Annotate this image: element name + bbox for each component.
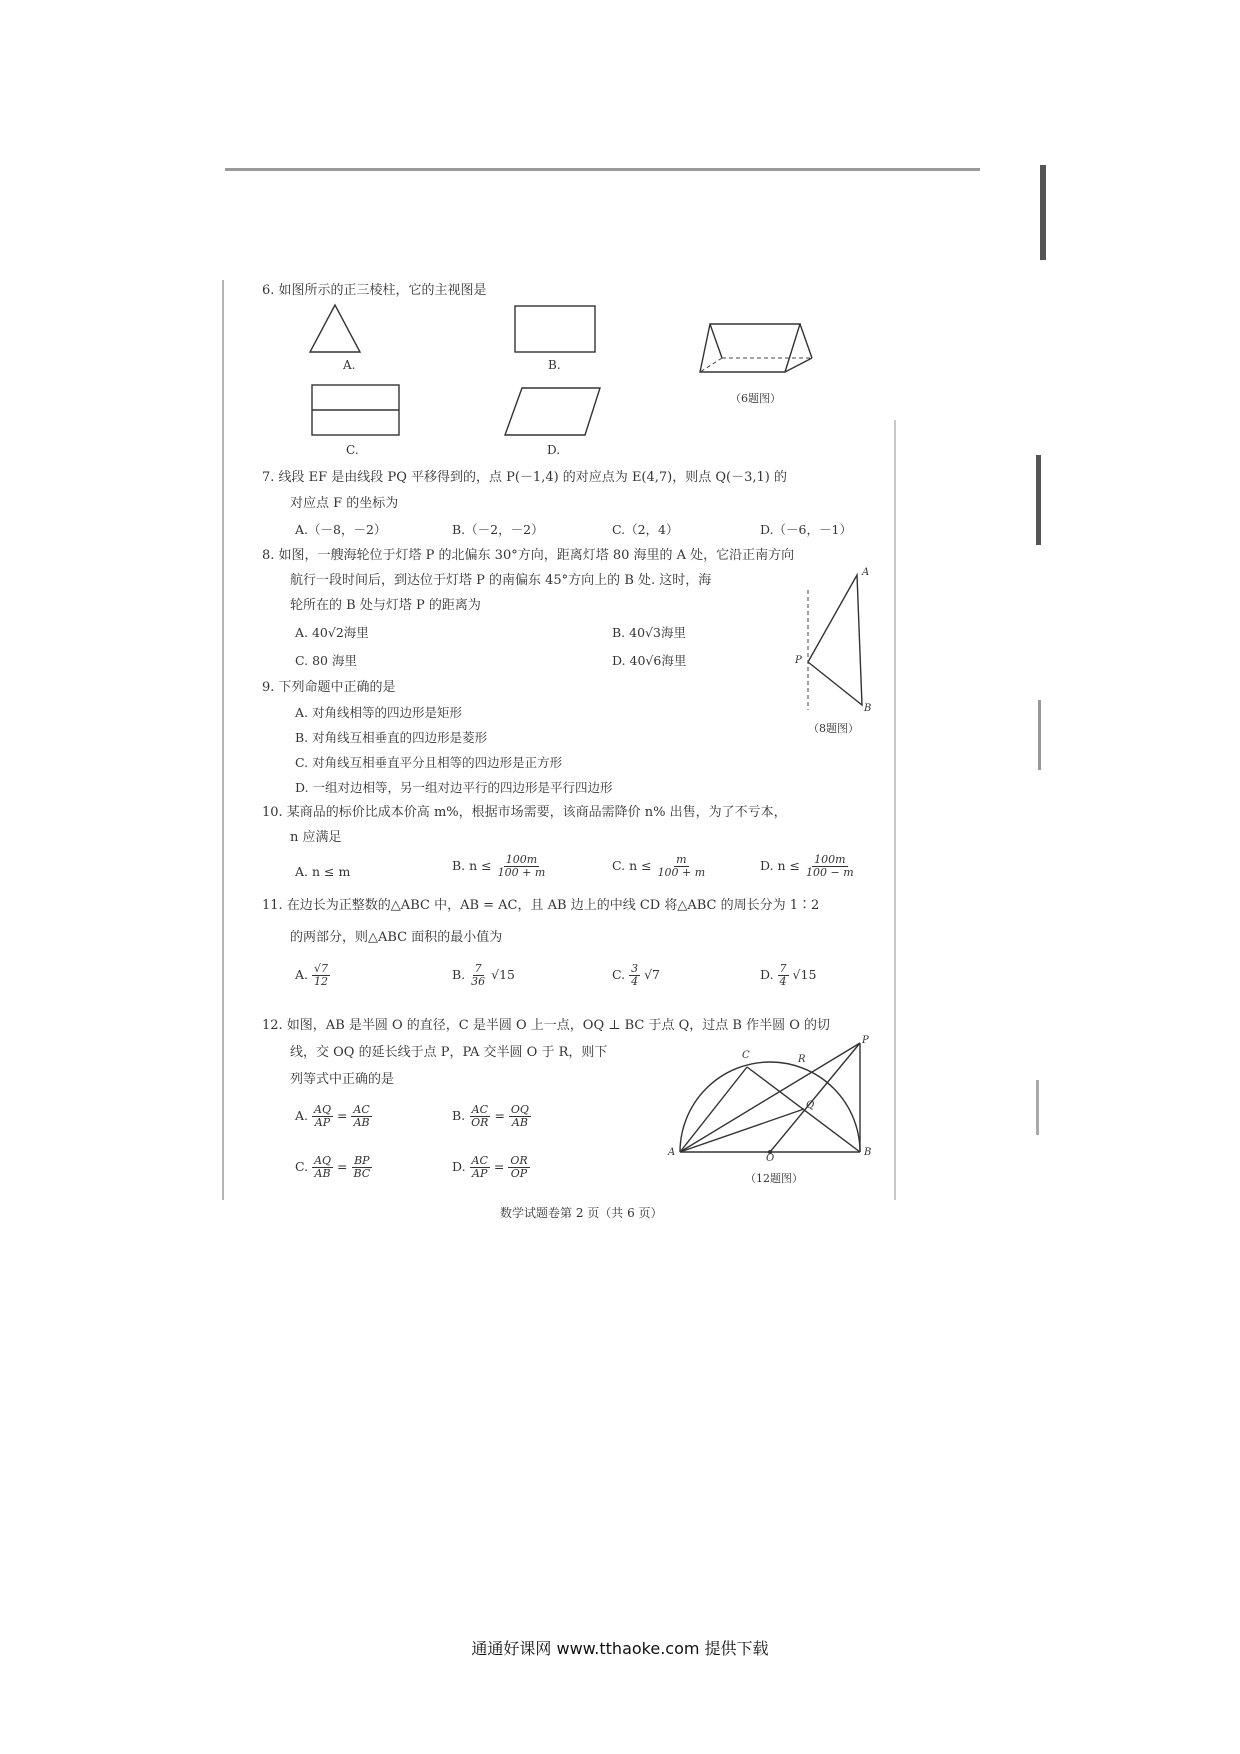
q7-option-b: B.（－2，－2） (452, 522, 544, 537)
q12-option-a-lhs (312, 1104, 333, 1129)
q7-stem-line2: 对应点 F 的坐标为 (290, 496, 399, 511)
q6-figures (300, 300, 840, 450)
q12-option-d-rhs-den: OP (510, 1167, 528, 1180)
q11-option-a-den: 12 (314, 975, 328, 988)
q12-label-b: B (864, 1147, 872, 1158)
q8-caption: （8题图） (808, 722, 859, 735)
q12-line-op (770, 1043, 860, 1152)
scan-edge-mark (1036, 455, 1041, 545)
q8-label-p: P (795, 655, 802, 666)
q7-option-c: C.（2，4） (612, 522, 679, 537)
q12-option-c-prefix: C. (295, 1159, 309, 1174)
q12-label-r: R (798, 1054, 806, 1065)
q11-option-b (452, 963, 515, 988)
q9-stem: 9. 下列命题中正确的是 (262, 680, 396, 695)
q7-option-a: A.（－8，－2） (295, 522, 387, 537)
page-right-border (894, 420, 896, 1200)
page-left-border (222, 280, 224, 1200)
q8-label-b: B (864, 703, 872, 714)
q12-option-d-prefix: D. (452, 1159, 466, 1174)
q10-option-c (612, 854, 707, 879)
q12-label-a: A (668, 1147, 676, 1158)
q12-option-c-lhs-den: AB (314, 1167, 331, 1180)
q9-option-a: A. 对角线相等的四边形是矩形 (295, 705, 462, 720)
q10-option-d-prefix: D. n ≤ (760, 858, 801, 873)
q8-option-c: C. 80 海里 (295, 653, 357, 668)
q11-option-c-suffix: √7 (644, 967, 660, 982)
q12-option-d: D. $\frac{AC}{AP}$ = $\frac{OR}{OP}$ (452, 1154, 528, 1180)
q12-option-c-lhs-num: AQ (314, 1154, 332, 1167)
scan-edge-mark (1040, 165, 1046, 260)
q12-option-b-lhs-num: AC (471, 1103, 488, 1116)
q6-prism (700, 324, 800, 372)
q8-stem-line3: 轮所在的 B 处与灯塔 P 的距离为 (290, 598, 481, 613)
q10-stem-line2: n 应满足 (290, 830, 342, 845)
q12-option-c-rhs-num: BP (354, 1154, 370, 1167)
q11-option-b-den: 36 (471, 975, 486, 988)
q12-label-c: C (742, 1050, 750, 1061)
q12-option-d-rhs-num: OR (510, 1154, 528, 1167)
q8-figure (795, 570, 875, 720)
q12-stem-line2: 线，交 OQ 的延长线于点 P，PA 交半圆 O 于 R，则下 (290, 1045, 608, 1060)
q12-option-b-rhs-num: OQ (510, 1103, 529, 1116)
q12-option-c-rhs (351, 1155, 372, 1180)
q12-figure (670, 1035, 870, 1165)
q12-option-d-rhs (508, 1155, 529, 1180)
q12-option-b-prefix: B. (452, 1108, 466, 1123)
q9-option-c: C. 对角线互相垂直平分且相等的四边形是正方形 (295, 755, 563, 770)
q11-option-a-num: √7 (314, 962, 329, 975)
q12-option-a-lhs-den: AP (314, 1116, 331, 1129)
q6-option-a-triangle (310, 305, 360, 352)
q11-option-d-fraction (778, 963, 789, 988)
q12-option-d-lhs (470, 1155, 490, 1180)
q11-option-d-den: 4 (779, 975, 787, 988)
q8-stem-line2: 航行一段时间后，到达位于灯塔 P 的南偏东 45°方向上的 B 处. 这时，海 (290, 573, 712, 588)
q11-option-c-den: 4 (631, 975, 639, 988)
q12-option-b-rhs (509, 1104, 531, 1129)
q11-option-d-suffix: √15 (792, 967, 817, 982)
q9-option-d: D. 一组对边相等，另一组对边平行的四边形是平行四边形 (295, 780, 613, 795)
page-footer: 数学试题卷第 2 页（共 6 页） (500, 1206, 663, 1220)
q10-option-b (452, 854, 547, 879)
q10-option-b-prefix: B. n ≤ (452, 858, 492, 873)
q12-line-ap (680, 1043, 860, 1152)
q12-option-a-lhs-num: AQ (314, 1103, 331, 1116)
q10-option-a-text: A. n ≤ m (295, 864, 351, 879)
q12-option-c: C. $\frac{AQ}{AB}$ = $\frac{BP}{BC}$ (295, 1154, 371, 1180)
q10-option-c-fraction (656, 854, 708, 879)
q10-option-b-den: 100 + m (497, 866, 546, 879)
q11-option-d-prefix: D. (760, 967, 774, 982)
q12-option-b-rhs-den: AB (511, 1116, 528, 1129)
q10-stem-line1: 10. 某商品的标价比成本价高 m%，根据市场需要，该商品需降价 n% 出售，为了不亏本， (262, 805, 787, 820)
q10-option-a (295, 864, 350, 880)
q6-option-d-parallelogram (505, 388, 600, 435)
q11-option-b-prefix: B. (452, 967, 466, 982)
q9-option-b: B. 对角线互相垂直的四边形是菱形 (295, 730, 488, 745)
q12-option-d-lhs-num: AC (471, 1154, 488, 1167)
q10-option-b-fraction (496, 854, 548, 879)
q11-option-a-fraction (312, 963, 330, 988)
q12-label-o: O (766, 1153, 775, 1164)
q12-option-a-rhs-num: AC (353, 1103, 370, 1116)
q10-option-d-den: 100 − m (806, 866, 854, 879)
q10-option-c-den: 100 + m (657, 866, 706, 879)
q11-option-b-fraction (469, 963, 487, 988)
q12-stem-line1: 12. 如图，AB 是半圆 O 的直径，C 是半圆 O 上一点，OQ ⊥ BC 于点 Q，过点 B 作半圆 O 的切 (262, 1018, 831, 1033)
q11-option-c-num: 3 (631, 962, 639, 975)
q6-option-d: D. (547, 443, 561, 457)
q11-option-c-prefix: C. (612, 967, 626, 982)
q12-caption: （12题图） (745, 1172, 803, 1185)
watermark-text: 通通好课网 www.tthaoke.com 提供下载 (471, 1639, 769, 1658)
q12-option-b: B. $\frac{AC}{OR}$ = $\frac{OQ}{AB}$ (452, 1103, 529, 1129)
q11-option-d (760, 963, 816, 988)
q11-stem-line1: 11. 在边长为正整数的△ABC 中，AB = AC，且 AB 边上的中线 CD 将△ABC 的周长分为 1∶2 (262, 898, 820, 913)
q11-option-b-suffix: √15 (491, 967, 516, 982)
q11-option-a-prefix: A. (295, 967, 309, 982)
q12-stem-line3: 列等式中正确的是 (290, 1072, 395, 1087)
q10-option-b-num: 100m (505, 853, 538, 866)
q12-option-b-lhs (469, 1104, 490, 1129)
q7-option-d: D.（－6，－1） (760, 522, 852, 537)
q12-option-c-lhs (312, 1155, 333, 1180)
page-top-border (225, 168, 980, 171)
q12-label-p: P (862, 1035, 869, 1046)
q8-option-d: D. 40√6海里 (612, 653, 687, 668)
q11-stem-line2: 的两部分，则△ABC 面积的最小值为 (290, 930, 503, 945)
q6-stem: 6. 如图所示的正三棱柱，它的主视图是 (262, 283, 487, 298)
q12-option-a-rhs-den: AB (353, 1116, 370, 1129)
q12-option-b-lhs-den: OR (471, 1116, 489, 1129)
q6-option-b-rectangle (515, 306, 595, 352)
q12-label-q: Q (806, 1100, 815, 1111)
q6-option-c: C. (346, 443, 359, 457)
q12-option-d-lhs-den: AP (472, 1167, 488, 1180)
q6-option-a: A. (343, 358, 356, 372)
q8-stem-line1: 8. 如图，一艘海轮位于灯塔 P 的北偏东 30°方向，距离灯塔 80 海里的 A 处，它沿正南方向 (262, 548, 795, 563)
q12-option-a-prefix: A. (295, 1108, 309, 1123)
q10-option-d (760, 854, 856, 879)
q10-option-d-fraction (804, 854, 856, 879)
q11-option-c (612, 963, 660, 988)
q11-option-b-num: 7 (474, 962, 482, 975)
q8-option-b: B. 40√3海里 (612, 625, 686, 640)
q8-label-a: A (862, 567, 870, 578)
q12-option-c-rhs-den: BC (353, 1167, 371, 1180)
q10-option-c-num: m (676, 853, 687, 866)
q11-option-d-num: 7 (779, 962, 787, 975)
scan-edge-mark (1036, 1080, 1039, 1135)
q6-caption: （6题图） (730, 392, 781, 405)
q8-option-a: A. 40√2海里 (295, 625, 369, 640)
q10-option-c-prefix: C. n ≤ (612, 858, 652, 873)
scan-edge-mark (1038, 700, 1041, 770)
q11-option-a (295, 963, 330, 988)
q6-option-b: B. (548, 358, 561, 372)
q11-option-c-fraction (629, 963, 640, 988)
q12-option-a: A. $\frac{AQ}{AP}$ = $\frac{AC}{AB}$ (295, 1103, 370, 1129)
q10-option-d-num: 100m (814, 853, 846, 866)
q7-stem-line1: 7. 线段 EF 是由线段 PQ 平移得到的，点 P(－1,4) 的对应点为 E(4,7)，则点 Q(－3,1) 的 (262, 470, 787, 485)
q12-option-a-rhs (351, 1104, 371, 1129)
q12-line-aq (680, 1109, 804, 1152)
